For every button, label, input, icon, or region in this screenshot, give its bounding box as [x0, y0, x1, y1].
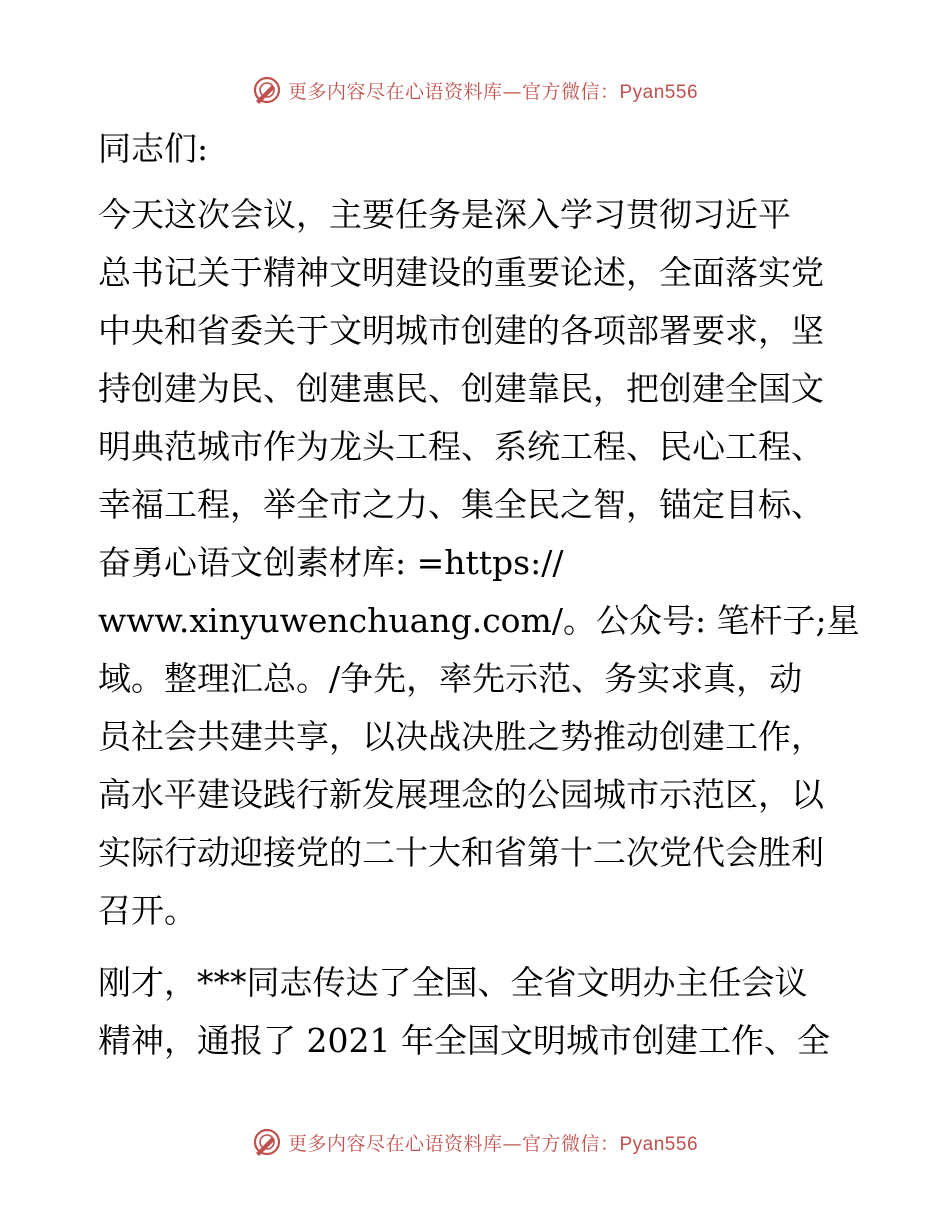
text-line: 精神，通报了 2021 年全国文明城市创建工作、全 [98, 1021, 830, 1060]
text-line: 明典范城市作为龙头工程、系统工程、民心工程、 [98, 427, 824, 466]
watermark-wechat-text: 官方微信：Pyan556 [522, 81, 699, 103]
pen-circle-icon [252, 75, 282, 105]
watermark-site-text: 更多内容尽在心语资料库— [287, 1132, 522, 1155]
text-line: 幸福工程，举全市之力、集全民之智，锚定目标、 [98, 485, 824, 524]
salutation [98, 120, 850, 178]
text-line: 高水平建设践行新发展理念的公园城市示范区，以 [98, 775, 824, 814]
text-line: 今天这次会议，主要任务是深入学习贯彻习近平 [98, 195, 791, 234]
text-line: 奋勇心语文创素材库: =https:// [98, 543, 564, 582]
text-line: 总书记关于精神文明建设的重要论述，全面落实党 [98, 253, 824, 292]
text-line: 召开。 [98, 891, 197, 930]
watermark-site-text: 更多内容尽在心语资料库— [287, 80, 522, 103]
paragraph-2 [98, 954, 850, 1070]
header-watermark [0, 70, 950, 110]
text-line: 持创建为民、创建惠民、创建靠民，把创建全国文 [98, 369, 824, 408]
footer-watermark [0, 1122, 950, 1162]
text-line: 中央和省委关于文明城市创建的各项部署要求，坚 [98, 311, 824, 350]
watermark-wechat-text: 官方微信：Pyan556 [522, 1133, 699, 1155]
document-body [98, 120, 860, 1070]
pen-circle-icon [252, 1127, 282, 1157]
text-line: 员社会共建共享，以决战决胜之势推动创建工作， [98, 717, 824, 756]
text-line: 刚才，***同志传达了全国、全省文明办主任会议 [98, 963, 808, 1002]
text-line: 实际行动迎接党的二十大和省第十二次党代会胜利 [98, 833, 824, 872]
text-line: 域。整理汇总。/争先，率先示范、务实求真，动 [98, 659, 803, 698]
text-line: www.xinyuwenchuang.com/。公众号: 笔杆子;星 [98, 601, 860, 640]
paragraph-1 [98, 186, 860, 940]
salutation-line: 同志们: [98, 129, 209, 168]
